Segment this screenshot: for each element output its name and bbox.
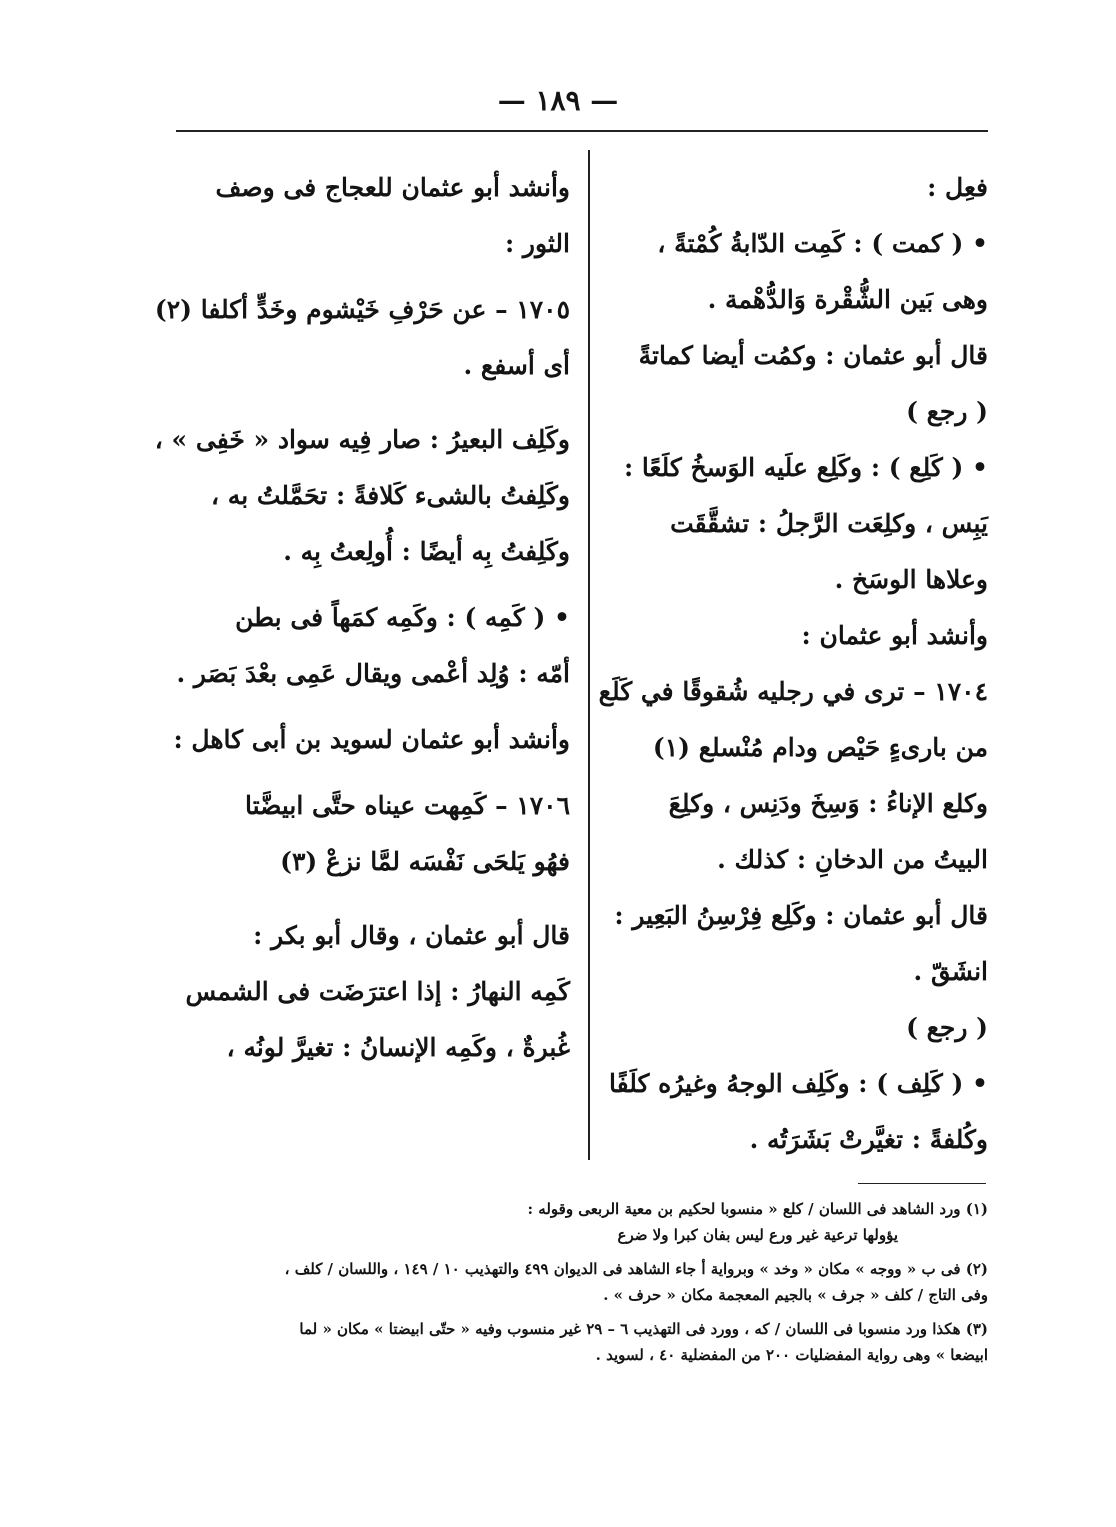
text-line: وكَلِف البعيرُ : صار فِيه سواد « خَفِى » ،	[154, 425, 570, 454]
text-line: قال أبو عثمان : وكَلِع فِرْسِنُ البَعِير :	[614, 901, 988, 930]
column-divider	[588, 150, 590, 1160]
page-number: — ١٨٩ —	[497, 84, 619, 117]
footnote-3-cont: ابيضعا » وهى رواية المفضليات ٢٠٠ من المفضلية ٤٠ ، لسويد .	[595, 1346, 988, 1364]
footnote-3: (٣) هكذا ورد منسوبا فى اللسان / كه ، وورد فى التهذيب ٦ – ٢٩ غير منسوب وفيه « حتّى ابيضتا » مكان « لما	[299, 1320, 988, 1338]
footnote-1-verse: يؤولها ترعية غير ورع ليس بفان كبرا ولا ضرع	[617, 1226, 898, 1244]
footnotes	[180, 1196, 988, 1368]
text-line: وكَلِفتُ بِه أيضًا : أُولِعتُ بِه .	[283, 537, 570, 566]
text-line: وكلع الإناءُ : وَسِخَ ودَنِس ، وكلِعَ	[668, 789, 988, 818]
text-line: • ( كمت ) : كَمِت الدّابةُ كُمْتةً ،	[657, 229, 988, 258]
footnote-1: (١) ورد الشاهد فى اللسان / كلع « منسوبا لحكيم بن معية الربعى وقوله :	[527, 1200, 988, 1218]
footnote-2-cont: وفى التاج / كلف « جرف » بالجيم المعجمة مكان « حرف » .	[603, 1286, 988, 1304]
header-rule	[176, 130, 988, 132]
text-line: أى أسفع .	[463, 351, 570, 380]
text-line: وأنشد أبو عثمان :	[801, 621, 988, 650]
text-line: • ( كَلِف ) : وكَلِف الوجهُ وغيرُه كلَفًا	[608, 1069, 988, 1098]
text-line: قال أبو عثمان : وكمُت أيضا كماتةً	[638, 341, 988, 370]
text-line: الثور :	[504, 229, 570, 258]
text-line: وأنشد أبو عثمان لسويد بن أبى كاهل :	[173, 725, 570, 754]
verse-line: من بارىءٍ حَيْص ودام مُنْسلع (١)	[652, 733, 988, 762]
text-line: أمّه : وُلِد أعْمى ويقال عَمِى بعْدَ بَصَر .	[176, 659, 570, 688]
text-line: ( رجع )	[906, 1013, 988, 1042]
text-line: فعِل :	[927, 173, 988, 202]
text-line: غُبرةٌ ، وكَمِه الإنسانُ : تغيرَّ لونُه ،	[226, 1033, 570, 1062]
verse-line: ١٧٠٦ – كَمِهت عيناه حتَّى ابيضَّتا	[244, 791, 570, 820]
verse-line: ١٧٠٥ – عن حَرْفِ خَيْشوم وخَدٍّ أكلفا (٢)	[154, 295, 570, 324]
text-line: • ( كَمِه ) : وكَمِه كمَهاً فى بطن	[235, 603, 570, 632]
text-line: انشَقّ .	[913, 957, 988, 986]
text-line: يَبِس ، وكلِعَت الرَّجلُ : تشقَّقَت	[670, 509, 988, 538]
text-line: وأنشد أبو عثمان للعجاج فى وصف	[215, 173, 570, 202]
text-line: البيتُ من الدخانِ : كذلك .	[717, 845, 988, 874]
left-column	[154, 160, 570, 1076]
verse-line: ١٧٠٤ – ترى في رجليه شُقوقًا في كَلَع	[598, 677, 988, 706]
footnote-rule	[858, 1183, 986, 1184]
footnote-2: (٢) فى ب « ووجه » مكان « وخد » وبرواية أ جاء الشاهد فى الديوان ٤٩٩ والتهذيب ١٠ / ١٤٩ ، واللسان / كلف ،	[284, 1260, 988, 1278]
text-line: وكَلِفتُ بالشىء كَلافةً : تحَمَّلتُ به ،	[211, 481, 570, 510]
text-line: وعلاها الوسَخ .	[834, 565, 988, 594]
text-line: وكُلفةً : تغيَّرتْ بَشَرَتُه .	[749, 1125, 988, 1154]
text-line: وهى بَين الشُّقْرة وَالدُّهْمة .	[707, 285, 988, 314]
right-column	[600, 160, 988, 1168]
text-line: قال أبو عثمان ، وقال أبو بكر :	[253, 921, 570, 950]
text-line: كَمِه النهارُ : إذا اعترَضَت فى الشمس	[185, 977, 570, 1006]
text-line: • ( كَلِع ) : وكَلِع علَيه الوَسخُ كلَعًا :	[623, 453, 988, 482]
text-line: ( رجع )	[906, 397, 988, 426]
verse-line: فهُو يَلحَى نَفْسَه لمَّا نزعْ (٣)	[280, 847, 570, 876]
